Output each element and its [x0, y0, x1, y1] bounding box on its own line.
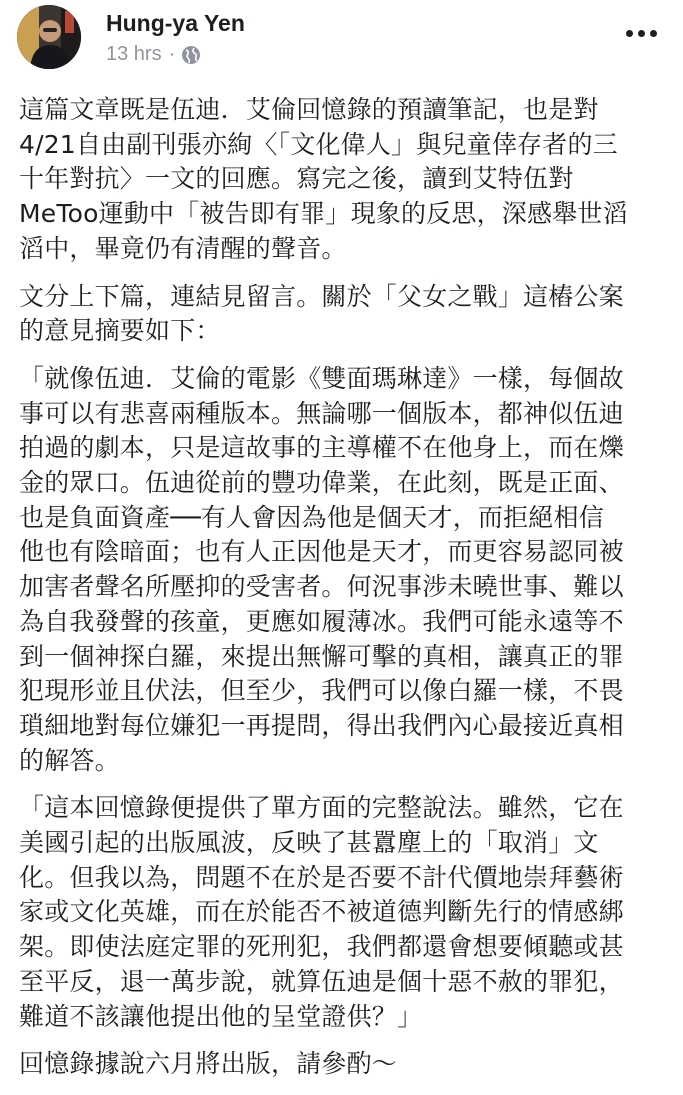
- post-timestamp[interactable]: 13 hrs: [106, 43, 162, 65]
- paragraph-line: 化。但我以為，問題不在於是否要不計代價地崇拜藝術: [19, 862, 624, 892]
- paragraph-line: 「這本回憶錄便提供了單方面的完整說法。雖然，它在: [19, 793, 624, 823]
- post-paragraph: [19, 791, 669, 1034]
- meta-separator: ·: [168, 43, 176, 65]
- paragraph-line: MeToo運動中「被告即有罪」現象的反思，深感舉世滔: [19, 199, 628, 229]
- paragraph-line: 到一個神探白羅，來提出無懈可擊的真相，讓真正的罪: [19, 641, 624, 671]
- paragraph-line: 4/21自由副刊張亦絢〈「文化偉人」與兒童倖存者的三: [19, 129, 618, 159]
- paragraph-line: 他也有陰暗面；也有人正因他是天才，而更容易認同被: [19, 537, 624, 567]
- avatar-photo: [17, 5, 81, 69]
- author-name[interactable]: Hung-ya Yen: [106, 10, 245, 36]
- paragraph-line: 家或文化英雄，而在於能否不被道德判斷先行的情感綁: [19, 897, 624, 927]
- paragraph-line: 事可以有悲喜兩種版本。無論哪一個版本，都神似伍迪: [19, 398, 624, 428]
- post-meta: [106, 43, 201, 66]
- paragraph-line: 十年對抗〉一文的回應。寫完之後，讀到艾特伍對: [19, 164, 574, 194]
- more-dot: [626, 30, 633, 37]
- paragraph-line: 金的眾口。伍迪從前的豐功偉業，在此刻，既是正面、: [19, 468, 624, 498]
- post-paragraph: [19, 93, 669, 267]
- paragraph-line: 至平反，退一萬步說，就算伍迪是個十惡不赦的罪犯，: [19, 966, 624, 996]
- post-paragraph: [19, 362, 669, 778]
- paragraph-line: 文分上下篇，連結見留言。關於「父女之戰」這樁公案: [19, 281, 624, 311]
- paragraph-line: 「就像伍迪．艾倫的電影《雙面瑪琳達》一樣，每個故: [19, 363, 624, 393]
- paragraph-line: 也是負面資產──有人會因為他是個天才，而拒絕相信: [19, 502, 604, 532]
- paragraph-line: 的意見摘要如下：: [19, 316, 221, 346]
- paragraph-line: 難道不該讓他提出他的呈堂證供？」: [19, 1001, 423, 1031]
- more-dot: [650, 30, 657, 37]
- paragraph-line: 瑣細地對每位嫌犯一再提問，得出我們內心最接近真相: [19, 710, 624, 740]
- paragraph-line: 拍過的劇本，只是這故事的主導權不在他身上，而在爍: [19, 433, 624, 463]
- paragraph-line: 犯現形並且伏法，但至少，我們可以像白羅一樣，不畏: [19, 676, 624, 706]
- paragraph-line: 加害者聲名所壓抑的受害者。何況事涉未曉世事、難以: [19, 572, 624, 602]
- paragraph-line: 架。即使法庭定罪的死刑犯，我們都還會想要傾聽或甚: [19, 932, 624, 962]
- post-paragraph: [19, 280, 669, 349]
- paragraph-line: 滔中，畢竟仍有清醒的聲音。: [19, 233, 347, 263]
- paragraph-line: 為自我發聲的孩童，更應如履薄冰。我們可能永遠等不: [19, 606, 624, 636]
- paragraph-line: 美國引起的出版風波，反映了甚囂塵上的「取消」文: [19, 828, 599, 858]
- post-header: [0, 0, 683, 80]
- more-dot: [638, 30, 645, 37]
- post-paragraph: [19, 1047, 669, 1082]
- author-avatar[interactable]: [17, 5, 81, 69]
- globe-icon[interactable]: [181, 45, 201, 65]
- paragraph-line: 回憶錄據說六月將出版，請參酌～: [19, 1049, 398, 1079]
- more-options-button[interactable]: [622, 22, 662, 46]
- post-body: [19, 93, 669, 1095]
- paragraph-line: 的解答。: [19, 745, 120, 775]
- paragraph-line: 這篇文章既是伍迪．艾倫回憶錄的預讀筆記，也是對: [19, 95, 599, 124]
